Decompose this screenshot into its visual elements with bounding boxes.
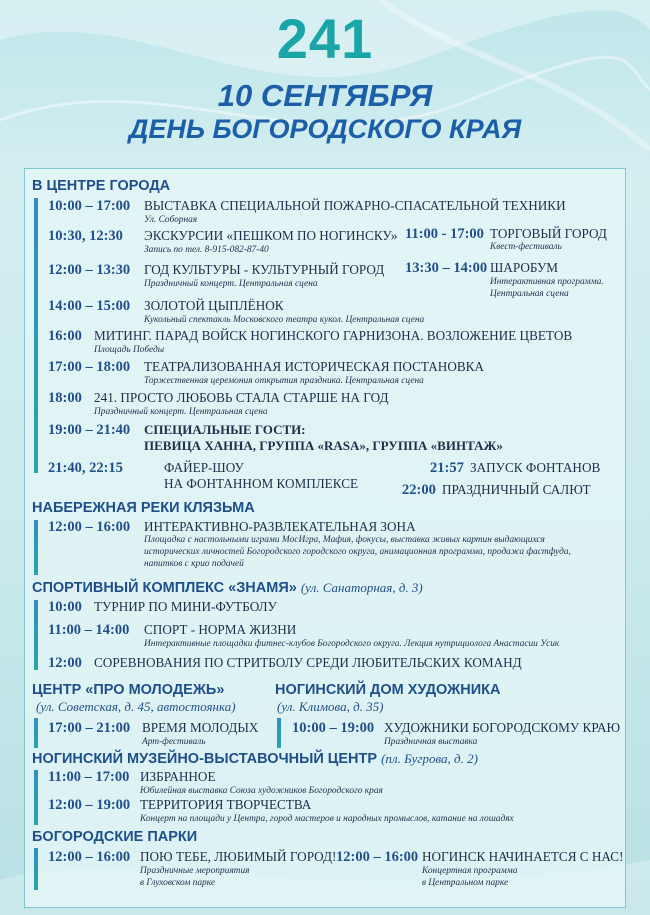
event-time: 12:00 – 16:00 xyxy=(48,849,131,865)
event-title: ЭКСКУРСИИ «ПЕШКОМ ПО НОГИНСКУ» xyxy=(144,228,398,243)
section-address: (ул. Советская, д. 45, автостоянка) xyxy=(36,699,236,714)
event-title: СОРЕВНОВАНИЯ ПО СТРИТБОЛУ СРЕДИ ЛЮБИТЕЛЬСКИХ КОМАНД xyxy=(94,655,522,670)
event-time: 21:57 xyxy=(430,460,464,476)
event-note: Торжественная церемония открытия праздника. Центральная сцена xyxy=(144,376,424,386)
section-bar-artist xyxy=(277,718,281,748)
section-title-text: НОГИНСКИЙ МУЗЕЙНО-ВЫСТАВОЧНЫЙ ЦЕНТР xyxy=(32,751,378,767)
event-note: в Глуховском парке xyxy=(140,878,216,888)
event-note: Концерт на площади у Центра, город мастеров и народных промыслов, катание на лошадях xyxy=(140,814,514,824)
event-note: Запись по тел. 8-915-082-87-40 xyxy=(144,245,269,255)
event-note: Праздничный концерт. Центральная сцена xyxy=(144,279,318,289)
event-title: ТУРНИР ПО МИНИ-ФУТБОЛУ xyxy=(94,599,277,614)
event-time: 11:00 – 17:00 xyxy=(48,769,130,785)
section-title-youth: ЦЕНТР «ПРО МОЛОДЕЖЬ» xyxy=(32,682,225,698)
event-time: 10:00 xyxy=(48,599,82,615)
event-title: 241. ПРОСТО ЛЮБОВЬ СТАЛА СТАРШЕ НА ГОД xyxy=(94,390,389,405)
event-time: 16:00 xyxy=(48,328,82,344)
event-note: Концертная программа xyxy=(422,866,518,876)
event-time: 10:30, 12:30 xyxy=(48,228,123,244)
event-note: Интерактивные площадки фитнес-клубов Богородского округа. Лекция нутрициолога Анастасии Усик xyxy=(144,639,560,649)
section-title-text: СПОРТИВНЫЙ КОМПЛЕКС «ЗНАМЯ» xyxy=(32,580,297,596)
event-title: ЗАПУСК ФОНТАНОВ xyxy=(470,460,601,475)
event-note: Кукольный спектакль Московского театра кукол. Центральная сцена xyxy=(144,315,425,325)
event-time: 12:00 – 16:00 xyxy=(336,849,419,865)
event-time: 10:00 – 19:00 xyxy=(292,720,375,736)
section-address: (ул. Климова, д. 35) xyxy=(277,699,384,714)
event-time: 21:40, 22:15 xyxy=(48,460,123,476)
event-title: ИНТЕРАКТИВНО-РАЗВЛЕКАТЕЛЬНАЯ ЗОНА xyxy=(144,519,416,534)
event-note: Праздничный концерт. Центральная сцена xyxy=(94,407,268,417)
event-note: Квест-фестиваль xyxy=(490,242,562,252)
event-note: Юбилейная выставка Союза художников Богородского края xyxy=(140,786,383,796)
event-title-line2: НА ФОНТАННОМ КОМПЛЕКСЕ xyxy=(164,476,359,491)
event-note: Площадь Победы xyxy=(94,345,165,355)
event-time: 12:00 – 13:30 xyxy=(48,262,131,278)
event-note: Арт-фестиваль xyxy=(142,737,206,747)
event-time: 22:00 xyxy=(402,482,436,498)
section-address: (пл. Бугрова, д. 2) xyxy=(381,751,478,766)
event-title: ФАЙЕР-ШОУ xyxy=(164,460,244,475)
event-title: ИЗБРАННОЕ xyxy=(140,769,216,784)
section-address: (ул. Санаторная, д. 3) xyxy=(300,580,423,595)
section-title-artist: НОГИНСКИЙ ДОМ ХУДОЖНИКА xyxy=(275,682,501,698)
event-title: ШАРОБУМ xyxy=(490,260,559,275)
section-title-museum xyxy=(32,751,478,767)
event-subtitle: ДЕНЬ БОГОРОДСКОГО КРАЯ xyxy=(128,114,522,144)
event-date: 10 СЕНТЯБРЯ xyxy=(217,78,433,113)
event-time: 18:00 xyxy=(48,390,82,406)
section-bar-museum xyxy=(34,770,38,825)
event-note: исторических личностей Богородского городского округа, анимационная программа, продажа фастфуда, xyxy=(144,547,571,557)
event-note: в Центральном парке xyxy=(422,878,509,888)
event-time: 17:00 – 21:00 xyxy=(48,720,131,736)
section-bar-parks xyxy=(34,848,38,890)
event-time: 11:00 – 14:00 xyxy=(48,622,130,638)
event-title: ВЫСТАВКА СПЕЦИАЛЬНОЙ ПОЖАРНО-СПАСАТЕЛЬНОЙ ТЕХНИКИ xyxy=(144,198,566,213)
event-time: 11:00 - 17:00 xyxy=(405,226,484,242)
event-title: ПРАЗДНИЧНЫЙ САЛЮТ xyxy=(442,482,591,497)
event-title: ЗОЛОТОЙ ЦЫПЛЁНОК xyxy=(144,298,284,313)
event-note: Интерактивная программа. xyxy=(490,277,604,287)
event-title: НОГИНСК НАЧИНАЕТСЯ С НАС! xyxy=(422,849,624,864)
event-title: ГОД КУЛЬТУРЫ - КУЛЬТУРНЫЙ ГОРОД xyxy=(144,262,385,277)
event-time: 14:00 – 15:00 xyxy=(48,298,131,314)
event-note: напитков с крио подачей xyxy=(144,559,244,569)
event-title: СПЕЦИАЛЬНЫЕ ГОСТИ: xyxy=(144,422,306,437)
event-title: МИТИНГ. ПАРАД ВОЙСК НОГИНСКОГО ГАРНИЗОНА. ВОЗЛОЖЕНИЕ ЦВЕТОВ xyxy=(94,328,573,343)
section-bar-sport xyxy=(34,600,38,670)
section-bar-youth xyxy=(34,718,38,748)
event-note: Ул. Соборная xyxy=(144,215,198,225)
event-note: Праздничная выставка xyxy=(384,737,478,747)
event-time: 19:00 – 21:40 xyxy=(48,422,131,438)
event-title: ВРЕМЯ МОЛОДЫХ xyxy=(142,720,259,735)
event-time: 12:00 – 16:00 xyxy=(48,519,131,535)
event-title-line2: ПЕВИЦА ХАННА, ГРУППА «RASA», ГРУППА «ВИНТАЖ» xyxy=(144,438,503,453)
event-title: ТОРГОВЫЙ ГОРОД xyxy=(490,226,607,241)
event-time: 10:00 – 17:00 xyxy=(48,198,131,214)
section-bar-embankment xyxy=(34,520,38,575)
event-time: 17:00 – 18:00 xyxy=(48,359,131,375)
section-title-sport xyxy=(32,580,423,596)
event-time: 12:00 xyxy=(48,655,82,671)
event-title: ХУДОЖНИКИ БОГОРОДСКОМУ КРАЮ xyxy=(384,720,621,735)
event-title: СПОРТ - НОРМА ЖИЗНИ xyxy=(144,622,297,637)
section-title-parks: БОГОРОДСКИЕ ПАРКИ xyxy=(32,829,198,845)
event-number: 241 xyxy=(276,7,374,70)
event-note: Центральная сцена xyxy=(490,289,569,299)
event-title: ТЕРРИТОРИЯ ТВОРЧЕСТВА xyxy=(140,797,312,812)
event-time: 12:00 – 19:00 xyxy=(48,797,131,813)
event-note: Праздничные мероприятия xyxy=(140,866,250,876)
section-title-embankment: НАБЕРЕЖНАЯ РЕКИ КЛЯЗЬМА xyxy=(32,500,255,516)
section-bar-center xyxy=(34,198,38,473)
section-title-center: В ЦЕНТРЕ ГОРОДА xyxy=(32,178,171,194)
event-title: ПОЮ ТЕБЕ, ЛЮБИМЫЙ ГОРОД! xyxy=(140,849,337,864)
event-time: 13:30 – 14:00 xyxy=(405,260,488,276)
event-note: Площадка с настольными играми МосИгра, Мафия, фокусы, выставка живых картин выдающихся xyxy=(144,535,545,545)
event-title: ТЕАТРАЛИЗОВАННАЯ ИСТОРИЧЕСКАЯ ПОСТАНОВКА xyxy=(144,359,484,374)
